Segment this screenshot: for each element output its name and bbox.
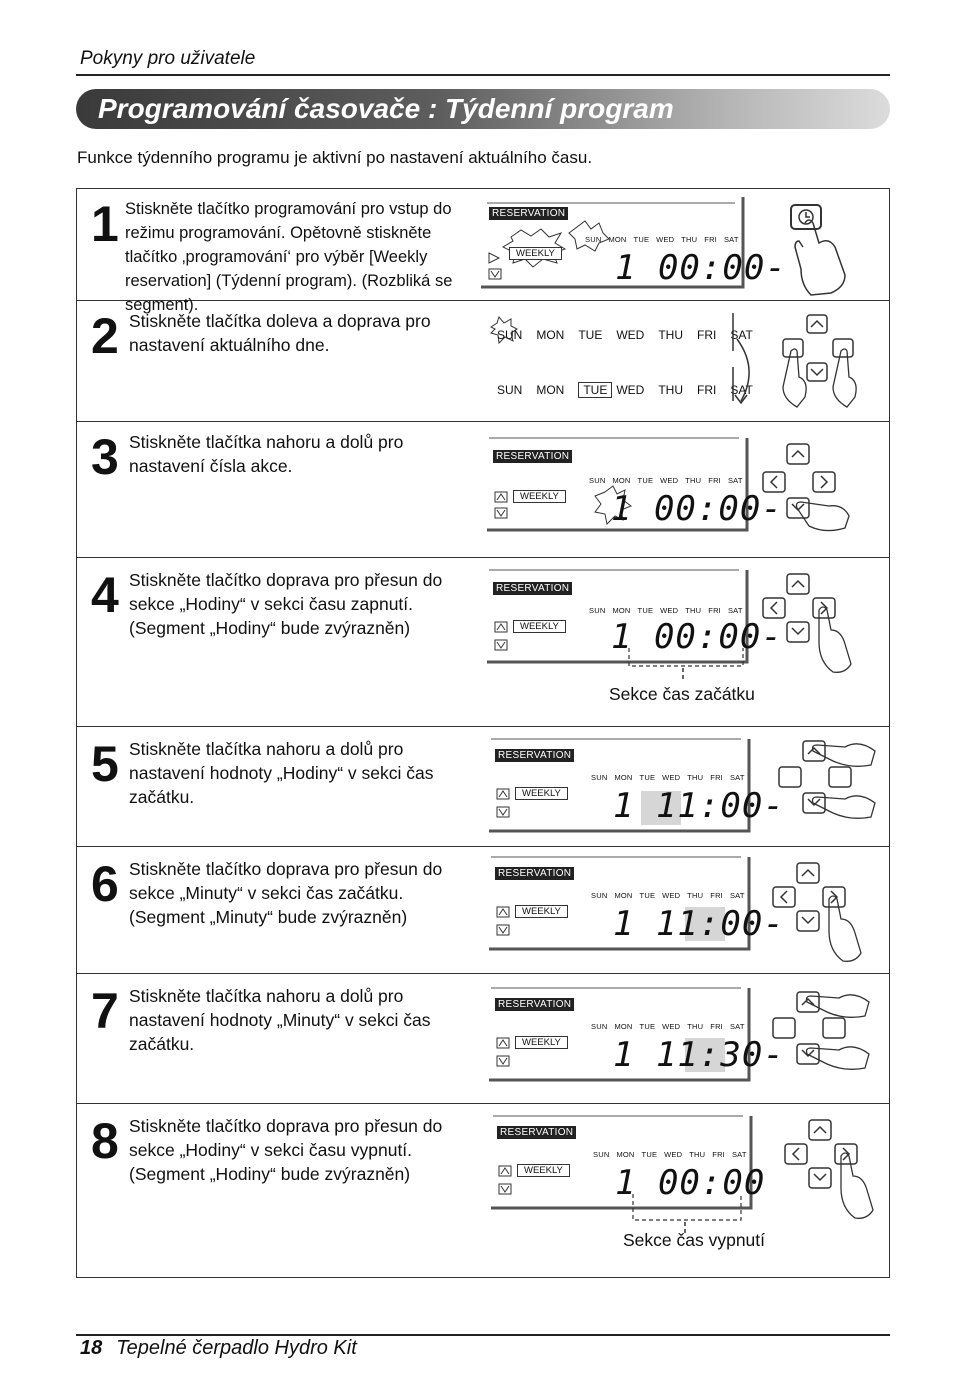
day-tue: TUE: [578, 328, 603, 342]
hand-press-down-button-icon: [761, 438, 871, 548]
weekly-label: WEEKLY: [513, 490, 566, 503]
day-tue: TUE: [633, 235, 650, 244]
step-3: [77, 422, 889, 558]
weekly-label: WEEKLY: [517, 1164, 570, 1177]
day-fri: FRI: [704, 235, 717, 244]
day-fri: FRI: [712, 1150, 725, 1159]
day-mon: MON: [614, 1022, 633, 1031]
reservation-label: RESERVATION: [493, 450, 572, 463]
lcd-days: [591, 1022, 752, 1031]
hand-press-left-right-icon: [771, 311, 881, 411]
reservation-label: RESERVATION: [489, 207, 568, 220]
page-number: 18: [80, 1337, 103, 1359]
day-thu: THU: [658, 383, 684, 397]
day-thu: THU: [689, 1150, 706, 1159]
day-fri: FRI: [708, 476, 721, 485]
step-1: [77, 189, 889, 314]
weekly-label: WEEKLY: [515, 1036, 568, 1049]
lcd-time: 1 11:00-: [613, 786, 785, 826]
intro-text: Funkce týdenního programu je aktivní po nastavení aktuálního času.: [77, 148, 593, 167]
day-thu: THU: [681, 235, 698, 244]
lcd-time: 1 00:00-: [611, 617, 783, 657]
hand-press-right-button-icon: [783, 1118, 893, 1228]
lcd-days: [593, 1150, 754, 1159]
day-fri: FRI: [697, 383, 717, 397]
day-sat: SAT: [727, 606, 743, 615]
step-number: 2: [91, 308, 117, 364]
section-header: Pokyny pro uživatele: [80, 48, 256, 69]
step-text: Stiskněte tlačítko programování pro vstup do režimu programování. Opětovně stiskněte tlačítko ‚programování‘ pro výběr [Weekly reservation] (Týdenní program). (Rozbliká se segment).: [125, 200, 453, 314]
page-title: Programování časovače : Týdenní program: [98, 93, 674, 124]
lcd-display: [489, 737, 785, 835]
lcd-display: [481, 195, 787, 291]
day-mon: MON: [536, 383, 565, 397]
day-wed: WED: [660, 476, 679, 485]
day-sat: SAT: [727, 476, 743, 485]
lcd-days: [591, 773, 752, 782]
step-number: 7: [91, 983, 117, 1039]
step-text: Stiskněte tlačítka doleva a doprava pro nastavení aktuálního dne.: [129, 311, 431, 355]
header-divider: [76, 74, 890, 76]
reservation-label: RESERVATION: [493, 582, 572, 595]
lcd-display: [489, 986, 785, 1084]
day-thu: THU: [687, 773, 704, 782]
step-7: [77, 974, 889, 1104]
day-mon: MON: [612, 606, 631, 615]
day-sun: SUN: [593, 1150, 610, 1159]
lcd-display: [487, 568, 783, 688]
step-text: Stiskněte tlačítko doprava pro přesun do sekce „Minuty“ v sekci čas začátku. (Segment „Minuty“ bude zvýrazněn): [129, 859, 443, 927]
step-number: 8: [91, 1113, 117, 1169]
reservation-label: RESERVATION: [495, 867, 574, 880]
day-sat: SAT: [723, 235, 739, 244]
days-row-after: [497, 383, 767, 397]
weekly-label: WEEKLY: [515, 905, 568, 918]
step-number: 1: [91, 196, 117, 252]
day-sat: SAT: [729, 1022, 745, 1031]
lcd-time: 1 11:00-: [613, 904, 785, 944]
lcd-time: 1 00:00: [615, 1163, 766, 1203]
day-wed: WED: [662, 773, 681, 782]
day-mon: MON: [536, 328, 565, 342]
weekly-label: WEEKLY: [515, 787, 568, 800]
day-thu: THU: [685, 476, 702, 485]
day-sun: SUN: [591, 773, 608, 782]
step-number: 3: [91, 429, 117, 485]
lcd-days: [589, 476, 750, 485]
day-fri: FRI: [710, 891, 723, 900]
day-tue: TUE: [637, 476, 654, 485]
day-tue: TUE: [639, 1022, 656, 1031]
step-number: 6: [91, 856, 117, 912]
step-8: [77, 1104, 889, 1277]
hand-press-up-down-icon: [777, 735, 887, 835]
lcd-time: 1 11:30-: [613, 1035, 785, 1075]
day-mon: MON: [616, 1150, 635, 1159]
day-sat: SAT: [730, 328, 753, 342]
day-fri: FRI: [697, 328, 717, 342]
hand-press-clock-button-icon: [777, 197, 877, 297]
day-thu: THU: [687, 1022, 704, 1031]
step-text: Stiskněte tlačítko doprava pro přesun do sekce „Hodiny“ v sekci času vypnutí. (Segment „Hodiny“ bude zvýrazněn): [129, 1116, 443, 1184]
day-tue: TUE: [641, 1150, 658, 1159]
product-name: Tepelné čerpadlo Hydro Kit: [116, 1337, 357, 1359]
day-fri: FRI: [710, 1022, 723, 1031]
day-sat: SAT: [731, 1150, 747, 1159]
step-6: [77, 847, 889, 974]
day-mon: MON: [608, 235, 627, 244]
day-wed: WED: [656, 235, 675, 244]
day-sun: SUN: [589, 476, 606, 485]
day-wed: WED: [662, 1022, 681, 1031]
day-wed: WED: [616, 328, 645, 342]
steps-table: [76, 188, 890, 1278]
day-sat: SAT: [730, 383, 753, 397]
title-banner: [76, 89, 890, 129]
end-time-caption: Sekce čas vypnutí: [623, 1230, 766, 1250]
reservation-label: RESERVATION: [495, 749, 574, 762]
lcd-time: 1 00:00-: [615, 248, 787, 288]
day-wed: WED: [616, 383, 645, 397]
day-thu: THU: [658, 328, 684, 342]
step-4: [77, 558, 889, 727]
day-thu: THU: [687, 891, 704, 900]
day-mon: MON: [614, 891, 633, 900]
step-text: Stiskněte tlačítka nahoru a dolů pro nastavení hodnoty „Hodiny“ v sekci čas začátku.: [129, 739, 434, 807]
hand-press-up-down-icon: [771, 986, 881, 1086]
curved-arrow-icon: [729, 309, 759, 409]
day-mon: MON: [614, 773, 633, 782]
footer-divider: [76, 1334, 890, 1336]
day-tue-selected: TUE: [578, 382, 612, 398]
reservation-label: RESERVATION: [497, 1126, 576, 1139]
lcd-days: [589, 606, 750, 615]
step-text: Stiskněte tlačítko doprava pro přesun do sekce „Hodiny“ v sekci času zapnutí. (Segment „Hodiny“ bude zvýrazněn): [129, 570, 443, 638]
day-tue: TUE: [639, 891, 656, 900]
day-fri: FRI: [708, 606, 721, 615]
day-mon: MON: [612, 476, 631, 485]
lcd-display: [491, 1114, 766, 1238]
day-sun: SUN: [585, 235, 602, 244]
lcd-display: [489, 855, 785, 953]
reservation-label: RESERVATION: [495, 998, 574, 1011]
start-time-caption: Sekce čas začátku: [609, 684, 755, 704]
day-sat: SAT: [729, 891, 745, 900]
day-sun: SUN: [591, 1022, 608, 1031]
hand-press-right-button-icon: [761, 568, 871, 678]
step-text: Stiskněte tlačítka nahoru a dolů pro nastavení hodnoty „Minuty“ v sekci čas začátku.: [129, 986, 431, 1054]
day-wed: WED: [660, 606, 679, 615]
day-tue: TUE: [639, 773, 656, 782]
day-sun: SUN: [589, 606, 606, 615]
step-number: 5: [91, 736, 117, 792]
day-thu: THU: [685, 606, 702, 615]
day-wed: WED: [664, 1150, 683, 1159]
lcd-days: [591, 891, 752, 900]
day-sat: SAT: [729, 773, 745, 782]
lcd-display: [487, 436, 783, 534]
lcd-time: 1 00:00-: [611, 489, 783, 529]
weekly-label: WEEKLY: [509, 247, 562, 260]
day-wed: WED: [662, 891, 681, 900]
day-tue: TUE: [637, 606, 654, 615]
day-fri: FRI: [710, 773, 723, 782]
step-number: 4: [91, 567, 117, 623]
hand-press-right-button-icon: [771, 857, 881, 967]
step-5: [77, 727, 889, 847]
lcd-days: [585, 235, 746, 244]
page-footer: [80, 1337, 357, 1360]
step-2: [77, 301, 889, 422]
weekly-label: WEEKLY: [513, 620, 566, 633]
day-sun: SUN: [497, 328, 523, 342]
step-text: Stiskněte tlačítka nahoru a dolů pro nastavení čísla akce.: [129, 432, 404, 476]
day-sun: SUN: [591, 891, 608, 900]
days-row-before: [497, 328, 767, 342]
day-sun: SUN: [497, 383, 523, 397]
